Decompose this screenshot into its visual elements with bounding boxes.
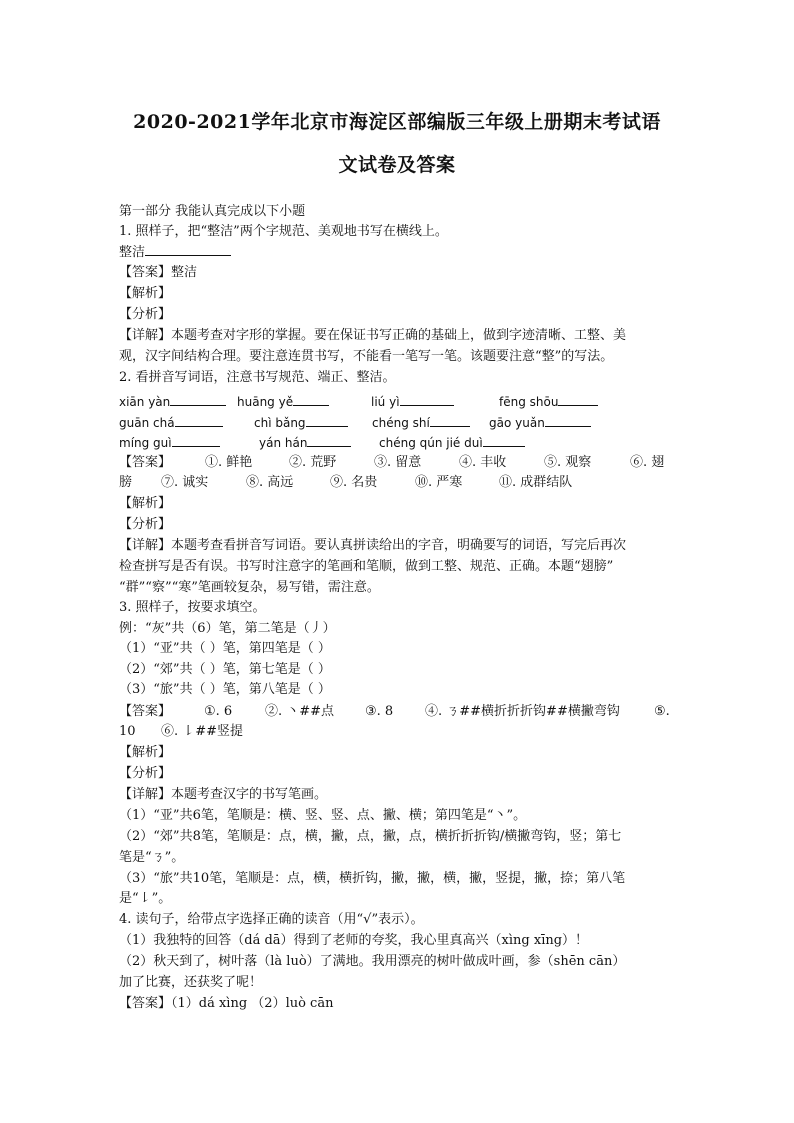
answer-item: ②. 荒野	[289, 455, 337, 470]
q3-item-3: （3）“旅”共（ ）笔，第八笔是（ ）	[119, 682, 331, 697]
q2-fenxi: 【分析】	[119, 517, 172, 532]
q4-sentence-2a: （2）秋天到了，树叶落（là luò）了满地。我用漂亮的树叶做成叶画，参（shēn cān）	[119, 954, 626, 969]
pinyin-item: huāng yě	[237, 392, 329, 412]
q2-detail-3: “群”“察”“寒”笔画较复杂，易写错，需注意。	[119, 580, 380, 595]
q3-item-1: （1）“亚”共（ ）笔，第四笔是（ ）	[119, 641, 331, 656]
q3-example: 例：“灰”共（6）笔，第二笔是（丿）	[119, 621, 336, 636]
pinyin-item: míng guì	[119, 433, 220, 453]
q2-jiexi: 【解析】	[119, 496, 172, 511]
answer-item: ⑨. 名贵	[330, 475, 378, 490]
q3-stem: 3. 照样子，按要求填空。	[119, 600, 266, 615]
title-line-1: 2020-2021学年北京市海淀区部编版三年级上册期末考试语	[133, 111, 661, 133]
q3-detail-1: 【详解】本题考查汉字的书写笔画。	[119, 787, 328, 802]
pinyin-item: chéng qún jié duì	[379, 433, 525, 453]
answer-item: 膀	[119, 475, 133, 490]
q2-answer-row-1	[119, 453, 679, 473]
pinyin-item: chì bǎng	[254, 413, 348, 433]
pinyin-item: xiān yàn	[119, 392, 226, 412]
q3-answer-row-2	[119, 722, 679, 742]
q2-pinyin-row-2	[119, 413, 679, 433]
q4-sentence-2b: 加了比赛，还获奖了呢！	[119, 975, 263, 990]
answer-item: ③. 8	[365, 704, 394, 719]
part-heading: 第一部分 我能认真完成以下小题	[119, 204, 306, 219]
q1-detail-2: 观，汉字间结构合理。要注意连贯书写，不能看一笔写一笔。该题要注意“整”的写法。	[119, 349, 614, 364]
q1-answer-line	[145, 242, 231, 256]
q4-stem: 4. 读句子，给带点字选择正确的读音（用“√”表示）。	[119, 912, 424, 927]
q1-sample-word: 整洁	[119, 245, 146, 260]
answer-item: ⑥. ㇙##竖提	[161, 724, 244, 739]
q3-detail-6: 是“㇙”。	[119, 891, 172, 906]
answer-item: ④. ㄋ##横折折折钩##横撇弯钩	[425, 704, 620, 719]
q4-answer: 【答案】（1）dá xìng （2）luò cān	[119, 996, 334, 1011]
answer-item: ⑤.	[654, 704, 670, 719]
pinyin-item: gāo yuǎn	[489, 413, 591, 433]
q1-detail-1: 【详解】本题考查对字形的掌握。要在保证书写正确的基础上，做到字迹清晰、工整、美	[119, 328, 627, 343]
q1-jiexi: 【解析】	[119, 286, 172, 301]
q1-stem: 1. 照样子，把“整洁”两个字规范、美观地书写在横线上。	[119, 224, 448, 239]
q2-detail-2: 检查拼写是否有误。书写时注意字的笔画和笔顺，做到工整、规范、正确。本题“翅膀”	[119, 559, 614, 574]
q3-detail-5: （3）“旅”共10笔，笔顺是：点，横，横折钩，撇，撇，横，撇，竖提，撇，捺；第八笔	[119, 871, 626, 886]
pinyin-item: chéng shí	[372, 413, 470, 433]
answer-item: ⑥. 翅	[630, 455, 665, 470]
q2-stem: 2. 看拼音写词语，注意书写规范、端正、整洁。	[119, 370, 396, 385]
q3-detail-3: （2）“郊”共8笔，笔顺是：点，横，撇，点，撇，点，横折折折钩/横撇弯钩，竖；第七	[119, 829, 622, 844]
pinyin-item: liú yì	[371, 392, 454, 412]
answer-item: ⑤. 观察	[544, 455, 592, 470]
answer-label: 【答案】	[119, 455, 172, 470]
q1-answer: 【答案】整洁	[119, 265, 198, 280]
answer-item: ①. 鲜艳	[205, 455, 253, 470]
answer-item: ⑦. 诚实	[161, 475, 209, 490]
answer-item: ⑧. 高远	[246, 475, 294, 490]
q3-detail-4: 笔是“ㄋ”。	[119, 850, 185, 865]
q1-fenxi: 【分析】	[119, 307, 172, 322]
q3-detail-2: （1）“亚”共6笔，笔顺是：横、竖、竖、点、撇、横；第四笔是“丶”。	[119, 808, 527, 823]
pinyin-item: yán hán	[259, 433, 351, 453]
q1-sample-row	[119, 242, 231, 263]
q3-fenxi: 【分析】	[119, 766, 172, 781]
answer-item: ③. 留意	[374, 455, 422, 470]
answer-item: ⑪. 成群结队	[499, 475, 573, 490]
pinyin-item: guān chá	[119, 413, 223, 433]
q4-sentence-1: （1）我独特的回答（dá dā）得到了老师的夸奖，我心里真高兴（xìng xīng）！	[119, 933, 589, 948]
answer-label: 【答案】	[119, 704, 172, 719]
pinyin-item: fēng shōu	[499, 392, 598, 412]
answer-item: 10	[119, 724, 136, 739]
q3-item-2: （2）“郊”共（ ）笔，第七笔是（ ）	[119, 662, 331, 677]
answer-item: ①. 6	[204, 704, 233, 719]
answer-item: ⑩. 严寒	[415, 475, 463, 490]
q2-pinyin-row-1	[119, 392, 679, 412]
q3-answer-row-1	[119, 702, 679, 722]
answer-item: ④. 丰收	[459, 455, 507, 470]
title-line-2: 文试卷及答案	[338, 154, 456, 176]
q2-pinyin-row-3	[119, 433, 679, 453]
q3-jiexi: 【解析】	[119, 745, 172, 760]
answer-item: ②. 丶##点	[265, 704, 335, 719]
q2-answer-row-2	[119, 473, 679, 493]
q2-detail-1: 【详解】本题考查看拼音写词语。要认真拼读给出的字音，明确要写的词语，写完后再次	[119, 538, 627, 553]
